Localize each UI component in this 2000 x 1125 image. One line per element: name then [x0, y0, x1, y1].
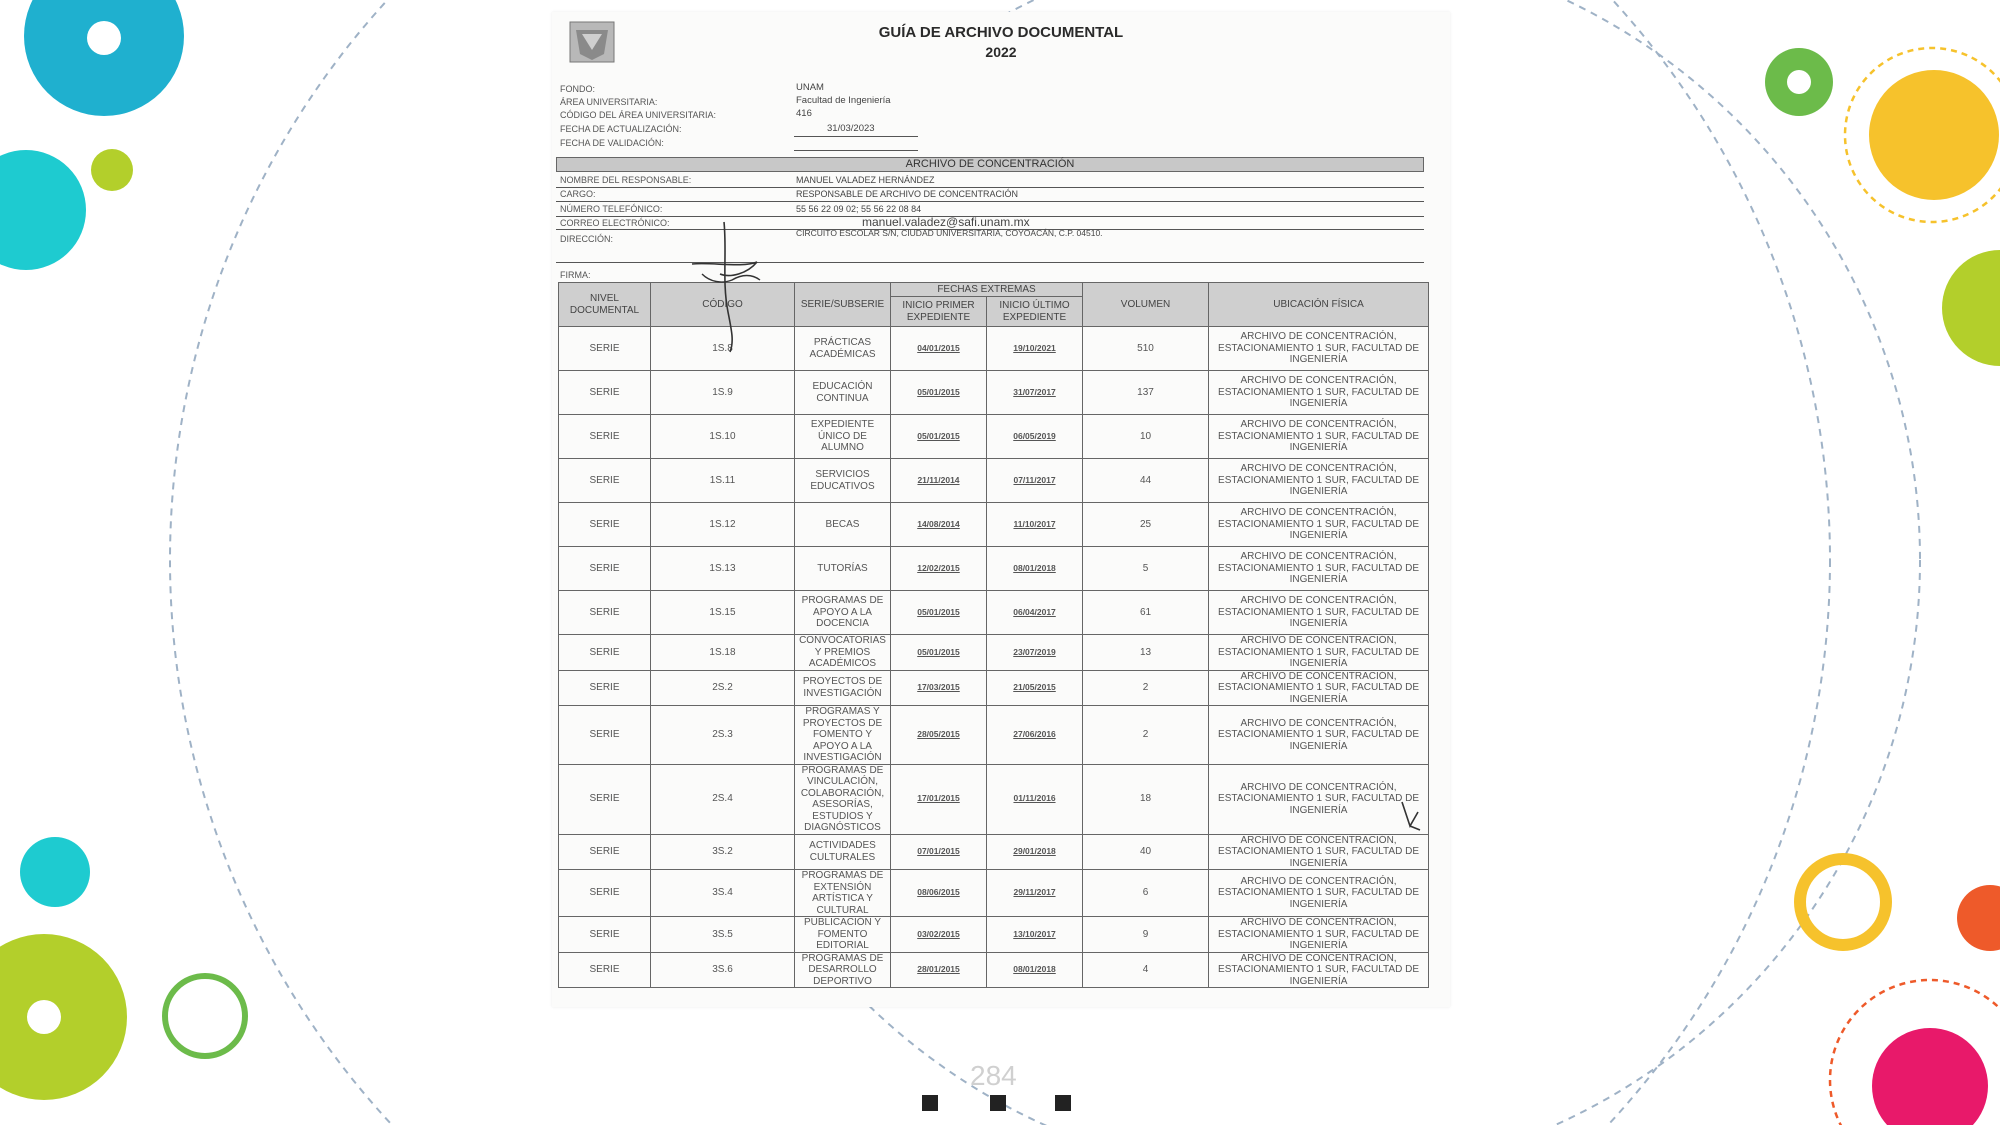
cell-serie: CONVOCATORIAS Y PREMIOS ACADÉMICOS	[795, 635, 891, 671]
cell-serie: PROGRAMAS DE APOYO A LA DOCENCIA	[795, 591, 891, 635]
cell-codigo: 1S.15	[651, 591, 795, 635]
cell-inicio-primer: 05/01/2015	[891, 591, 987, 635]
resp-label-telefono: NÚMERO TELEFÓNICO:	[560, 204, 663, 214]
pager-dot-2[interactable]	[990, 1095, 1006, 1111]
header-fechas-extremas: FECHAS EXTREMAS	[891, 283, 1083, 297]
cell-ubicacion: ARCHIVO DE CONCENTRACIÓN, ESTACIONAMIENTO 1 SUR, FACULTAD DE INGENIERÍA	[1209, 591, 1429, 635]
cell-ubicacion: ARCHIVO DE CONCENTRACIÓN, ESTACIONAMIENTO 1 SUR, FACULTAD DE INGENIERÍA	[1209, 670, 1429, 706]
cell-inicio-ultimo: 19/10/2021	[987, 327, 1083, 371]
cell-codigo: 3S.2	[651, 834, 795, 870]
cell-ubicacion: ARCHIVO DE CONCENTRACIÓN, ESTACIONAMIENTO 1 SUR, FACULTAD DE INGENIERÍA	[1209, 547, 1429, 591]
meta-label-area: ÁREA UNIVERSITARIA:	[560, 97, 658, 107]
cell-codigo: 2S.2	[651, 670, 795, 706]
meta-label-actualizacion: FECHA DE ACTUALIZACIÓN:	[560, 124, 682, 134]
cell-ubicacion: ARCHIVO DE CONCENTRACIÓN, ESTACIONAMIENTO 1 SUR, FACULTAD DE INGENIERÍA	[1209, 635, 1429, 671]
cell-volumen: 61	[1083, 591, 1209, 635]
cell-inicio-ultimo: 08/01/2018	[987, 547, 1083, 591]
cell-codigo: 2S.4	[651, 764, 795, 834]
cell-inicio-ultimo: 07/11/2017	[987, 459, 1083, 503]
cell-inicio-primer: 05/01/2015	[891, 371, 987, 415]
header-ubicacion: UBICACIÓN FÍSICA	[1209, 283, 1429, 327]
cell-ubicacion: ARCHIVO DE CONCENTRACIÓN, ESTACIONAMIENTO 1 SUR, FACULTAD DE INGENIERÍA	[1209, 503, 1429, 547]
lime-half-circle	[1942, 250, 2000, 366]
cell-inicio-primer: 28/05/2015	[891, 706, 987, 765]
meta-value-actualizacion: 31/03/2023	[827, 123, 875, 134]
resp-value-cargo: RESPONSABLE DE ARCHIVO DE CONCENTRACIÓN	[796, 189, 1019, 199]
cell-inicio-primer: 21/11/2014	[891, 459, 987, 503]
cell-ubicacion: ARCHIVO DE CONCENTRACIÓN, ESTACIONAMIENTO 1 SUR, FACULTAD DE INGENIERÍA	[1209, 706, 1429, 765]
cell-ubicacion: ARCHIVO DE CONCENTRACIÓN, ESTACIONAMIENTO 1 SUR, FACULTAD DE INGENIERÍA	[1209, 917, 1429, 953]
cell-inicio-primer: 04/01/2015	[891, 327, 987, 371]
header-serie: SERIE/SUBSERIE	[795, 283, 891, 327]
cell-inicio-ultimo: 31/07/2017	[987, 371, 1083, 415]
resp-label-cargo: CARGO:	[560, 189, 596, 199]
lime-circle-bottom	[0, 934, 127, 1100]
cell-codigo: 1S.13	[651, 547, 795, 591]
cell-volumen: 25	[1083, 503, 1209, 547]
resp-value-telefono: 55 56 22 09 02; 55 56 22 08 84	[796, 204, 922, 214]
cell-codigo: 3S.4	[651, 870, 795, 917]
cell-nivel: SERIE	[559, 459, 651, 503]
cell-codigo: 1S.10	[651, 415, 795, 459]
resp-label-nombre: NOMBRE DEL RESPONSABLE:	[560, 175, 692, 185]
cell-inicio-ultimo: 21/05/2015	[987, 670, 1083, 706]
cell-volumen: 9	[1083, 917, 1209, 953]
cell-serie: ACTIVIDADES CULTURALES	[795, 834, 891, 870]
resp-label-direccion: DIRECCIÓN:	[560, 234, 614, 244]
cell-codigo: 1S.8	[651, 327, 795, 371]
meta-value-area: Facultad de Ingeniería	[796, 95, 891, 106]
cell-nivel: SERIE	[559, 670, 651, 706]
cell-serie: PROGRAMAS Y PROYECTOS DE FOMENTO Y APOYO A LA INVESTIGACIÓN	[795, 706, 891, 765]
cell-ubicacion: ARCHIVO DE CONCENTRACIÓN, ESTACIONAMIENTO 1 SUR, FACULTAD DE INGENIERÍA	[1209, 764, 1429, 834]
meta-value-codigo: 416	[796, 108, 812, 119]
cell-ubicacion: ARCHIVO DE CONCENTRACIÓN, ESTACIONAMIENTO 1 SUR, FACULTAD DE INGENIERÍA	[1209, 371, 1429, 415]
cell-nivel: SERIE	[559, 327, 651, 371]
cell-inicio-primer: 17/03/2015	[891, 670, 987, 706]
cell-nivel: SERIE	[559, 917, 651, 953]
cell-serie: EDUCACIÓN CONTINUA	[795, 371, 891, 415]
cell-codigo: 1S.9	[651, 371, 795, 415]
cell-serie: PROGRAMAS DE VINCULACIÓN, COLABORACIÓN, ASESORÍAS, ESTUDIOS Y DIAGNÓSTICOS	[795, 764, 891, 834]
cell-ubicacion: ARCHIVO DE CONCENTRACIÓN, ESTACIONAMIENTO 1 SUR, FACULTAD DE INGENIERÍA	[1209, 834, 1429, 870]
cell-inicio-primer: 28/01/2015	[891, 952, 987, 988]
cell-ubicacion: ARCHIVO DE CONCENTRACIÓN, ESTACIONAMIENTO 1 SUR, FACULTAD DE INGENIERÍA	[1209, 952, 1429, 988]
cell-serie: PROGRAMAS DE EXTENSIÓN ARTÍSTICA Y CULTURAL	[795, 870, 891, 917]
cell-inicio-ultimo: 13/10/2017	[987, 917, 1083, 953]
cell-codigo: 3S.6	[651, 952, 795, 988]
cell-volumen: 40	[1083, 834, 1209, 870]
cell-volumen: 18	[1083, 764, 1209, 834]
header-inicio-primer: INICIO PRIMER EXPEDIENTE	[891, 297, 987, 327]
cell-codigo: 1S.18	[651, 635, 795, 671]
cell-serie: PROYECTOS DE INVESTIGACIÓN	[795, 670, 891, 706]
meta-value-fondo: UNAM	[796, 82, 824, 93]
cell-inicio-primer: 08/06/2015	[891, 870, 987, 917]
cell-nivel: SERIE	[559, 503, 651, 547]
cell-nivel: SERIE	[559, 371, 651, 415]
orange-half-circle	[1957, 885, 2000, 951]
cell-inicio-ultimo: 06/04/2017	[987, 591, 1083, 635]
cell-nivel: SERIE	[559, 834, 651, 870]
header-nivel: NIVEL DOCUMENTAL	[559, 283, 651, 327]
cell-volumen: 5	[1083, 547, 1209, 591]
resp-value-correo: manuel.valadez@safi.unam.mx	[862, 215, 1030, 229]
pager-dot-3[interactable]	[1055, 1095, 1071, 1111]
cell-serie: EXPEDIENTE ÚNICO DE ALUMNO	[795, 415, 891, 459]
cell-serie: PROGRAMAS DE DESARROLLO DEPORTIVO	[795, 952, 891, 988]
teal-circle-top	[0, 150, 86, 270]
cell-volumen: 13	[1083, 635, 1209, 671]
document-title: GUÍA DE ARCHIVO DOCUMENTAL	[878, 24, 1124, 41]
blue-ring-circle	[24, 0, 184, 116]
cell-inicio-ultimo: 29/01/2018	[987, 834, 1083, 870]
resp-label-firma: FIRMA:	[560, 270, 591, 280]
handwritten-signature	[552, 12, 1450, 1007]
cell-volumen: 4	[1083, 952, 1209, 988]
cell-inicio-ultimo: 08/01/2018	[987, 952, 1083, 988]
cell-inicio-primer: 17/01/2015	[891, 764, 987, 834]
scanned-document	[552, 12, 1450, 1007]
cell-inicio-ultimo: 11/10/2017	[987, 503, 1083, 547]
lime-circle-hole	[27, 1000, 61, 1034]
cell-inicio-primer: 07/01/2015	[891, 834, 987, 870]
cell-codigo: 3S.5	[651, 917, 795, 953]
header-inicio-ultimo: INICIO ÚLTIMO EXPEDIENTE	[987, 297, 1083, 327]
cell-ubicacion: ARCHIVO DE CONCENTRACIÓN, ESTACIONAMIENTO 1 SUR, FACULTAD DE INGENIERÍA	[1209, 327, 1429, 371]
section-title-band: ARCHIVO DE CONCENTRACIÓN	[556, 157, 1424, 172]
document-year: 2022	[985, 44, 1017, 60]
resp-value-nombre: MANUEL VALADEZ HERNÁNDEZ	[796, 175, 935, 185]
cell-volumen: 44	[1083, 459, 1209, 503]
cell-volumen: 2	[1083, 706, 1209, 765]
green-ring-hole	[1787, 70, 1811, 94]
meta-label-codigo: CÓDIGO DEL ÁREA UNIVERSITARIA:	[560, 110, 717, 120]
header-volumen: VOLUMEN	[1083, 283, 1209, 327]
pink-circle	[1872, 1028, 1988, 1125]
pager-dot-1[interactable]	[922, 1095, 938, 1111]
cell-volumen: 510	[1083, 327, 1209, 371]
cell-volumen: 6	[1083, 870, 1209, 917]
cell-inicio-primer: 05/01/2015	[891, 635, 987, 671]
cell-nivel: SERIE	[559, 547, 651, 591]
yellow-circle	[1869, 70, 1999, 200]
lime-dot-small	[91, 149, 133, 191]
meta-label-fondo: FONDO:	[560, 84, 595, 94]
cell-nivel: SERIE	[559, 952, 651, 988]
cell-serie: PRÁCTICAS ACADÉMICAS	[795, 327, 891, 371]
meta-label-validacion: FECHA DE VALIDACIÓN:	[560, 138, 664, 148]
page-number: 284	[970, 1060, 1017, 1091]
cell-serie: SERVICIOS EDUCATIVOS	[795, 459, 891, 503]
cell-ubicacion: ARCHIVO DE CONCENTRACIÓN, ESTACIONAMIENTO 1 SUR, FACULTAD DE INGENIERÍA	[1209, 459, 1429, 503]
cell-inicio-ultimo: 23/07/2019	[987, 635, 1083, 671]
cell-volumen: 2	[1083, 670, 1209, 706]
cell-inicio-ultimo: 06/05/2019	[987, 415, 1083, 459]
cell-inicio-primer: 03/02/2015	[891, 917, 987, 953]
yellow-outline-ring	[1800, 859, 1886, 945]
cell-volumen: 10	[1083, 415, 1209, 459]
teal-dot-bottom	[20, 837, 90, 907]
cell-nivel: SERIE	[559, 635, 651, 671]
cell-inicio-ultimo: 01/11/2016	[987, 764, 1083, 834]
cell-serie: PUBLICACIÓN Y FOMENTO EDITORIAL	[795, 917, 891, 953]
cell-codigo: 2S.3	[651, 706, 795, 765]
cell-ubicacion: ARCHIVO DE CONCENTRACIÓN, ESTACIONAMIENTO 1 SUR, FACULTAD DE INGENIERÍA	[1209, 415, 1429, 459]
green-outline-ring	[165, 976, 245, 1056]
cell-inicio-primer: 05/01/2015	[891, 415, 987, 459]
resp-value-direccion: CIRCUITO ESCOLAR S/N, CIUDAD UNIVERSITARIA, COYOACÁN, C.P. 04510.	[796, 228, 1103, 238]
cell-serie: TUTORÍAS	[795, 547, 891, 591]
header-codigo: CÓDIGO	[651, 283, 795, 327]
cell-inicio-primer: 12/02/2015	[891, 547, 987, 591]
cell-nivel: SERIE	[559, 870, 651, 917]
cell-serie: BECAS	[795, 503, 891, 547]
cell-ubicacion: ARCHIVO DE CONCENTRACIÓN, ESTACIONAMIENTO 1 SUR, FACULTAD DE INGENIERÍA	[1209, 870, 1429, 917]
cell-nivel: SERIE	[559, 764, 651, 834]
cell-nivel: SERIE	[559, 706, 651, 765]
cell-inicio-ultimo: 27/06/2016	[987, 706, 1083, 765]
cell-codigo: 1S.11	[651, 459, 795, 503]
cell-inicio-primer: 14/08/2014	[891, 503, 987, 547]
cell-nivel: SERIE	[559, 415, 651, 459]
cell-nivel: SERIE	[559, 591, 651, 635]
cell-codigo: 1S.12	[651, 503, 795, 547]
cell-volumen: 137	[1083, 371, 1209, 415]
resp-label-correo: CORREO ELECTRÓNICO:	[560, 218, 670, 228]
blue-ring-hole	[87, 21, 121, 55]
cell-inicio-ultimo: 29/11/2017	[987, 870, 1083, 917]
